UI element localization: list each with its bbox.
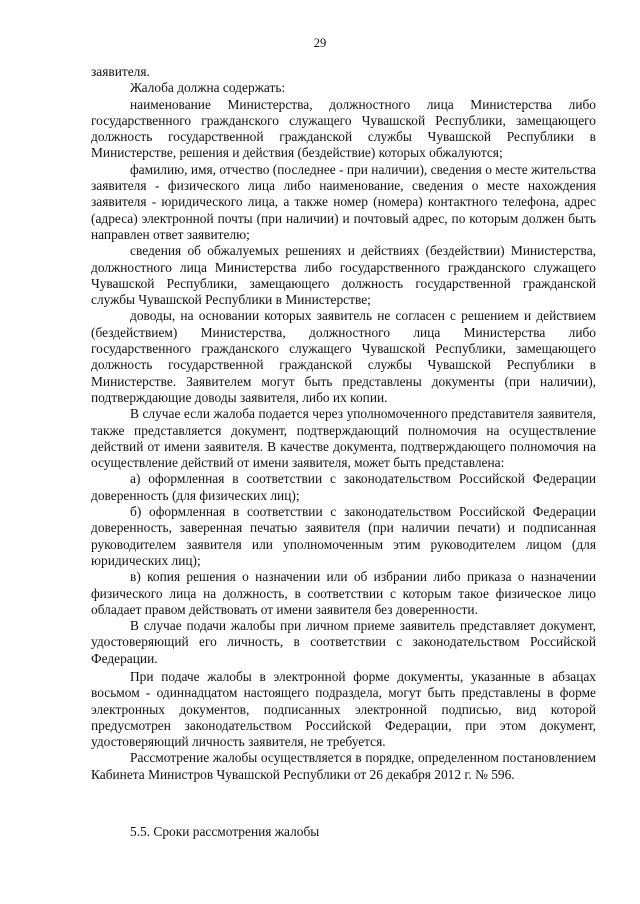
page-number: 29 xyxy=(313,36,327,50)
paragraph-arguments: доводы, на основании которых заявитель не согласен с решением и действием (бездействием) Министерства, должностного лица Министерства либо государственного гражданского служащего Чувашской Республики, замещающего должность государственной гражданской службы Чувашской Республики в Министерстве. Заявителем могут быть представлены документы (при наличии), подтверждающие доводы заявителя, либо их копии. xyxy=(91,308,596,405)
paragraph-continuation: заявителя. xyxy=(91,64,150,79)
section-heading: 5.5. Сроки рассмотрения жалобы xyxy=(130,824,320,839)
list-item-a: а) оформленная в соответствии с законодательством Российской Федерации доверенность (для физических лиц); xyxy=(91,471,596,503)
paragraph-appealed-decisions: сведения об обжалуемых решениях и действиях (бездействии) Министерства, должностного лица Министерства либо государственного гражданского служащего Чувашской Республики, замещающего должность государственной гражданской службы Чувашской Республики в Министерстве; xyxy=(91,243,596,308)
paragraph-ministry-name: наименование Министерства, должностного лица Министерства либо государственного гражданского служащего Чувашской Республики, замещающего должность государственной гражданской службы Чувашской Республики в Министерстве, решения и действия (бездействие) которых обжалуются; xyxy=(91,96,596,161)
list-item-b: б) оформленная в соответствии с законодательством Российской Федерации доверенность, заверенная печатью заявителя (при наличии печати) и подписанная руководителем заявителя или уполномоченным этим руководителем лицом (для юридических лиц); xyxy=(91,504,596,568)
paragraph-electronic-form: При подаче жалобы в электронной форме документы, указанные в абзацах восьмом - одиннадцатом настоящего подраздела, могут быть представлены в форме электронных документов, подписанных электронной подписью, вид которой предусмотрен законодательством Российской Федерации, при этом документ, удостоверяющий личность заявителя, не требуется. xyxy=(91,668,596,750)
paragraph-personal-reception: В случае подачи жалобы при личном приеме заявитель представляет документ, удостоверяющий его личность, в соответствии с законодательством Российской Федерации. xyxy=(91,618,596,666)
paragraph-representative: В случае если жалоба подается через уполномоченного представителя заявителя, также представляется документ, подтверждающий полномочия на осуществление действий от имени заявителя. В качестве документа, подтверждающего полномочия на осуществление действий от имени заявителя, может быть представлена: xyxy=(91,406,596,471)
list-item-c: в) копия решения о назначении или об избрании либо приказа о назначении физического лица на должность, в соответствии с которым такое физическое лицо обладает правом действовать от имени заявителя без доверенности. xyxy=(91,569,596,617)
paragraph-complaint-contents-intro: Жалоба должна содержать: xyxy=(130,80,286,96)
paragraph-applicant-details: фамилию, имя, отчество (последнее - при наличии), сведения о месте жительства заявителя - физического лица либо наименование, сведения о месте нахождения заявителя - юридического лица, а также номер (номера) контактного телефона, адрес (адреса) электронной почты (при наличии) и почтовый адрес, по которым должен быть направлен ответ заявителю; xyxy=(91,161,596,242)
document-body xyxy=(91,64,596,783)
paragraph-review-procedure: Рассмотрение жалобы осуществляется в порядке, определенном постановлением Кабинета Министров Чувашской Республики от 26 декабря 2012 г. № 596. xyxy=(91,750,596,782)
